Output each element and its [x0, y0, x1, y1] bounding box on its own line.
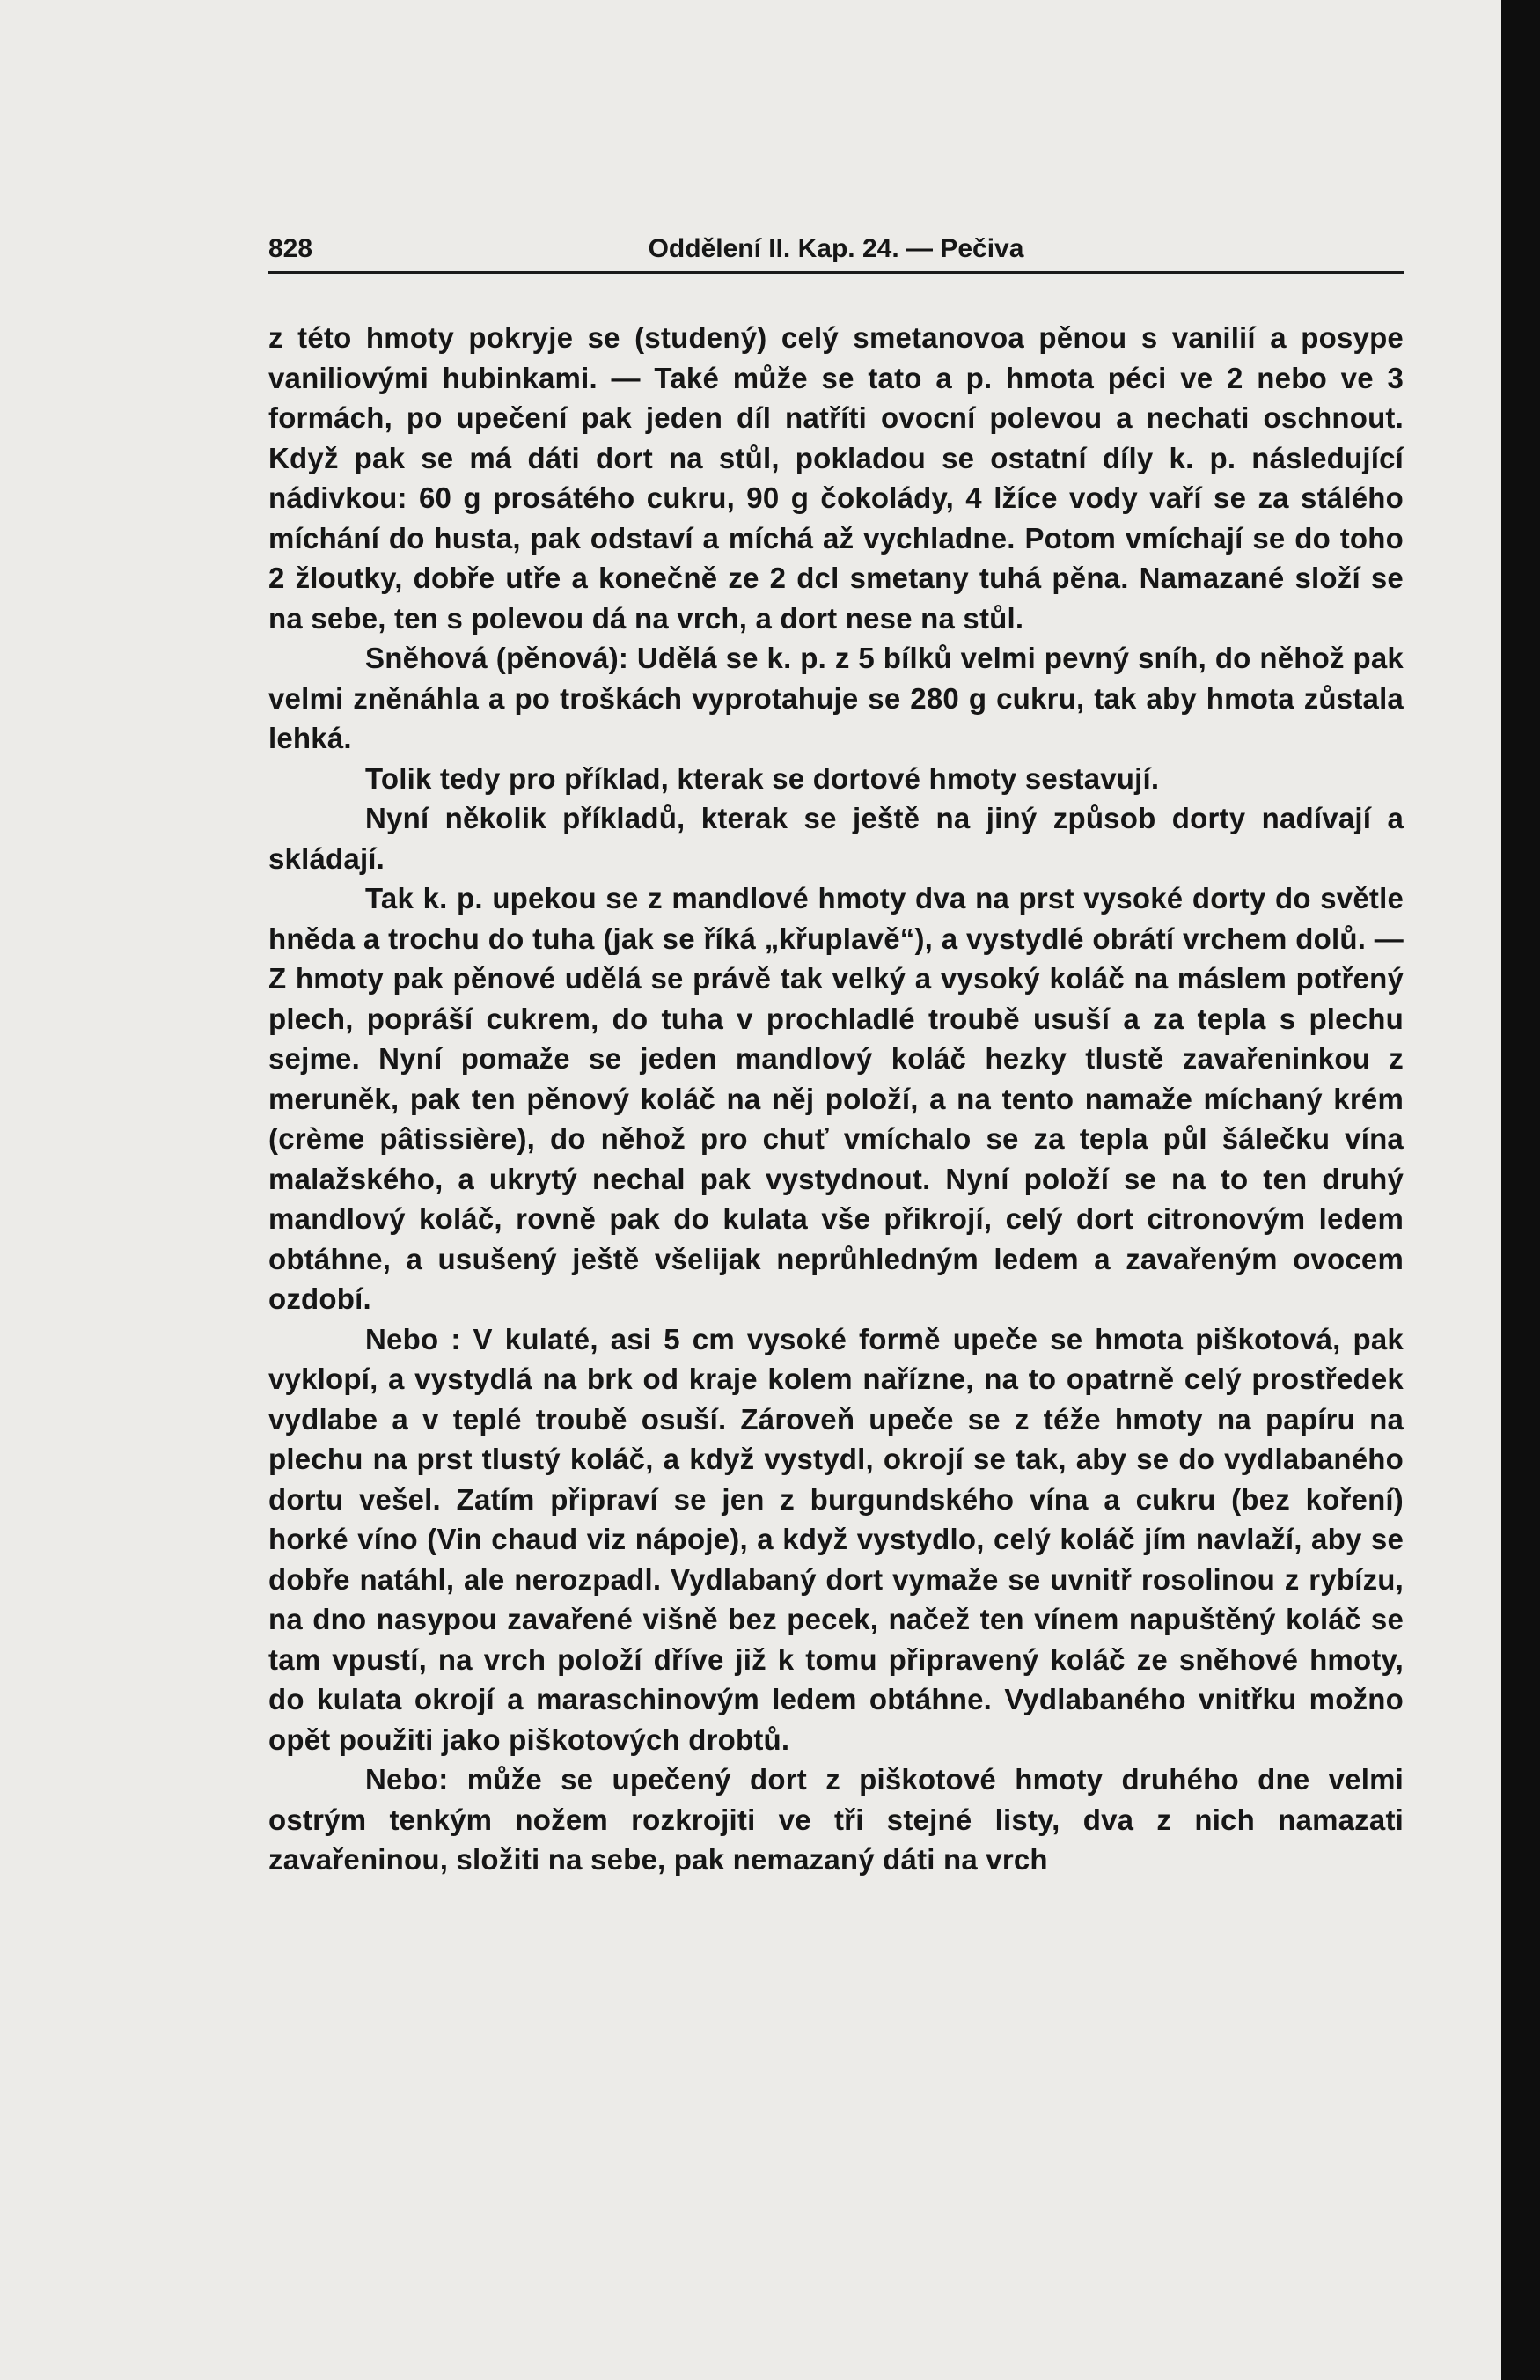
paragraph-text: může se upečený dort z piškotové hmoty druhého dne velmi ostrým tenkým nožem rozkrojiti ve tři stejné listy, dva z nich namazati zavařeninou, složiti na sebe, pak nemazaný dáti na vrch — [268, 1763, 1404, 1876]
page-number: 828 — [268, 234, 313, 263]
paragraph — [268, 878, 1404, 1319]
paragraph-text: Sněhová (pěnová): Udělá se k. p. z 5 bílků velmi pevný sníh, do něhož pak velmi zněnáhla a po troškách vyprotahuje se 280 g cukru, tak aby hmota zůstala lehká. — [268, 642, 1404, 754]
paragraph — [268, 638, 1404, 759]
paragraph — [268, 798, 1404, 878]
paragraph-lead: Nebo: — [365, 1763, 467, 1796]
scan-border — [1501, 0, 1540, 2380]
book-page — [268, 231, 1404, 1880]
running-head: Oddělení II. Kap. 24. — Pečiva — [648, 234, 1024, 263]
header-rule — [268, 271, 1404, 274]
page-body — [268, 318, 1404, 1880]
paragraph-text: V kulaté, asi 5 cm vysoké formě upeče se hmota piškotová, pak vyklopí, a vystydlá na brk od kraje kolem nařízne, na to opatrně celý prostředek vydlabe a v teplé troubě osuší. Zároveň upeče se z téže hmoty na papíru na plechu na prst tlustý koláč, a když vystydl, okrojí se tak, aby se do vydlabaného dortu vešel. Zatím připraví se jen z burgundského vína a cukru (bez koření) horké víno (Vin chaud viz nápoje), a když vystydlo, celý koláč jím navlaží, aby se dobře natáhl, ale nerozpadl. Vydlabaný dort vymaže se uvnitř rosolinou z rybízu, na dno nasypou zavařené višně bez pecek, načež ten vínem napuštěný koláč se tam vpustí, na vrch položí dříve již k tomu připravený koláč ze sněhové hmoty, do kulata okrojí a maraschinovým ledem obtáhne. Vydlabaného vnitřku možno opět použiti jako piškotových drobtů. — [268, 1322, 1404, 1756]
paragraph-text: Tak k. p. upekou se z mandlové hmoty dva na prst vysoké dorty do světle hněda a trochu do tuha (jak se říká „křuplavě“), a vystydlé obrátí vrchem dolů. — Z hmoty pak pěnové udělá se právě tak velký a vysoký koláč na máslem potřený plech, popráší cukrem, do tuha v prochladlé troubě usuší a za tepla s plechu sejme. Nyní pomaže se jeden mandlový koláč hezky tlustě zavařeninkou z meruněk, pak ten pěnový koláč na něj položí, a na tento namaže míchaný krém (crème pâtissière), do něhož pro chuť vmíchalo se za tepla půl šálečku vína malažského, a ukrytý nechal pak vystydnout. Nyní položí se na to ten druhý mandlový koláč, rovně pak do kulata vše přikrojí, celý dort citronovým ledem obtáhne, a usušený ještě všelijak neprůhledným ledem a zavařeným ovocem ozdobí. — [268, 882, 1404, 1315]
paragraph-text: Tolik tedy pro příklad, kterak se dortové hmoty sestavují. — [365, 761, 1160, 795]
paragraph-lead: Nebo : — [365, 1322, 473, 1355]
paragraph-text: Nyní několik příkladů, kterak se ještě na jiný způsob dorty nadívají a skládají. — [268, 802, 1404, 875]
paragraph — [268, 1759, 1404, 1880]
paragraph — [268, 759, 1404, 799]
paragraph-text: z této hmoty pokryje se (studený) celý smetanovoa pěnou s vanilií a posype vaniliovými hubinkami. — Také může se tato a p. hmota péci ve 2 nebo ve 3 formách, po upečení pak jeden díl natříti ovocní polevou a nechati oschnout. Když pak se má dáti dort na stůl, pokladou se ostatní díly k. p. následující nádivkou: 60 g prosátého cukru, 90 g čokolády, 4 lžíce vody vaří se za stálého míchání do husta, pak odstaví a míchá až vychladne. Potom vmíchají se do toho 2 žloutky, dobře utře a konečně ze 2 dcl smetany tuhá pěna. Namazané složí se na sebe, ten s polevou dá na vrch, a dort nese na stůl. — [268, 321, 1404, 635]
page-header — [268, 231, 1404, 268]
paragraph — [268, 1319, 1404, 1760]
paragraph — [268, 318, 1404, 638]
